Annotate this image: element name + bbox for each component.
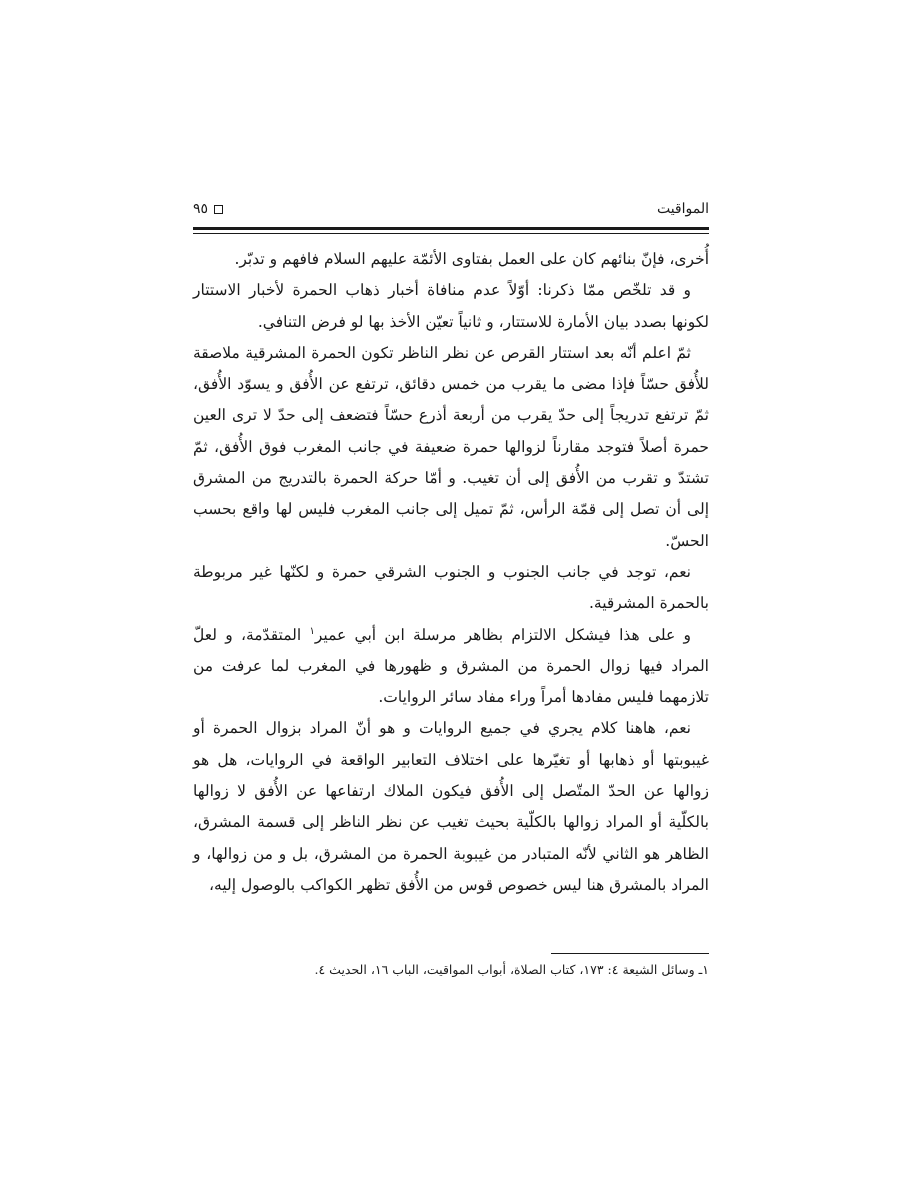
footnote-rule (551, 953, 709, 954)
page-number-group (193, 200, 223, 218)
paragraph-4: نعم، توجد في جانب الجنوب و الجنوب الشرقي حمرة و لكنّها غير مربوطة بالحمرة المشرقية. (193, 562, 709, 613)
paragraph-6: نعم، هاهنا كلام يجري في جميع الروايات و هو أنّ المراد بزوال الحمرة أو غيبوبتها أو ذهابها أو تغيّرها على اختلاف التعابير الواقعة في الروايات، هل هو زوالها عن الحدّ المتّصل إلى الأُفق فيكون الملاك ارتفاعها عن الأُفق لا زوالها بالكلّية أو المراد زوالها بالكلّية بحيث تغيب عن نظر الناظر إلى قسمة المشرق، الظاهر هو الثاني لأنّه المتبادر من غيبوبة الحمرة من المشرق، بل و من زوالها، و المراد بالمشرق هنا ليس خصوص قوس من الأُفق تظهر الكواكب بالوصول إليه، (193, 719, 709, 894)
paragraph-3: ثمّ اعلم أنّه بعد استتار القرص عن نظر الناظر تكون الحمرة المشرقية ملاصقة للأُفق حسّاً فإذا مضى ما يقرب من خمس دقائق، ترتفع عن الأُفق و يسوّد الأُفق، ثمّ ترتفع تدريجاً إلى حدّ يقرب من أربعة أذرع حسّاً فتضعف إلى حدّ لا ترى العين حمرة أصلاً فتوجد مقارناً لزوالها حمرة ضعيفة في جانب المغرب فوق الأُفق، ثمّ تشتدّ و تقرب من الأُفق إلى أن تغيب. و أمّا حركة الحمرة بالتدريج من المشرق إلى أن تصل إلى قمّة الرأس، ثمّ تميل إلى جانب المغرب فليس لها واقع بحسب الحسّ. (193, 343, 709, 550)
footnote-marker: ١ (309, 625, 315, 637)
page-number: ٩٥ (193, 201, 209, 217)
main-text (193, 244, 709, 901)
paragraph-1: أُخرى، فإنّ بنائهم كان على العمل بفتاوى الأئمّة عليهم السلام فافهم و تدبّر. (234, 250, 709, 268)
footnote: ١ـ وسائل الشيعة ٤: ١٧٣، كتاب الصلاة، أبواب المواقيت، الباب ١٦، الحديث ٤. (314, 962, 709, 977)
square-outline-icon (214, 205, 223, 214)
header-rule-thick (193, 227, 709, 230)
page-header (193, 198, 709, 222)
paragraph-5 (193, 620, 709, 714)
paragraph-2: و قد تلخّص ممّا ذكرنا: أوّلاً عدم منافاة أخبار ذهاب الحمرة لأخبار الاستتار لكونها بصدد بيان الأمارة للاستتار، و ثانياً تعيّن الأخذ بها لو فرض التنافي. (193, 281, 709, 331)
running-title: المواقيت (656, 201, 709, 217)
header-rule-thin (193, 233, 709, 234)
paragraph-5-start: و على هذا فيشكل الالتزام بظاهر مرسلة ابن أبي عمير (314, 625, 691, 644)
paragraph-5-end: المتقدّمة، و لعلّ المراد فيها زوال الحمرة من المشرق و ظهورها في المغرب لما عرفت من تلازمهما فليس مفادها أمراً وراء مفاد سائر الروايات. (193, 625, 709, 707)
